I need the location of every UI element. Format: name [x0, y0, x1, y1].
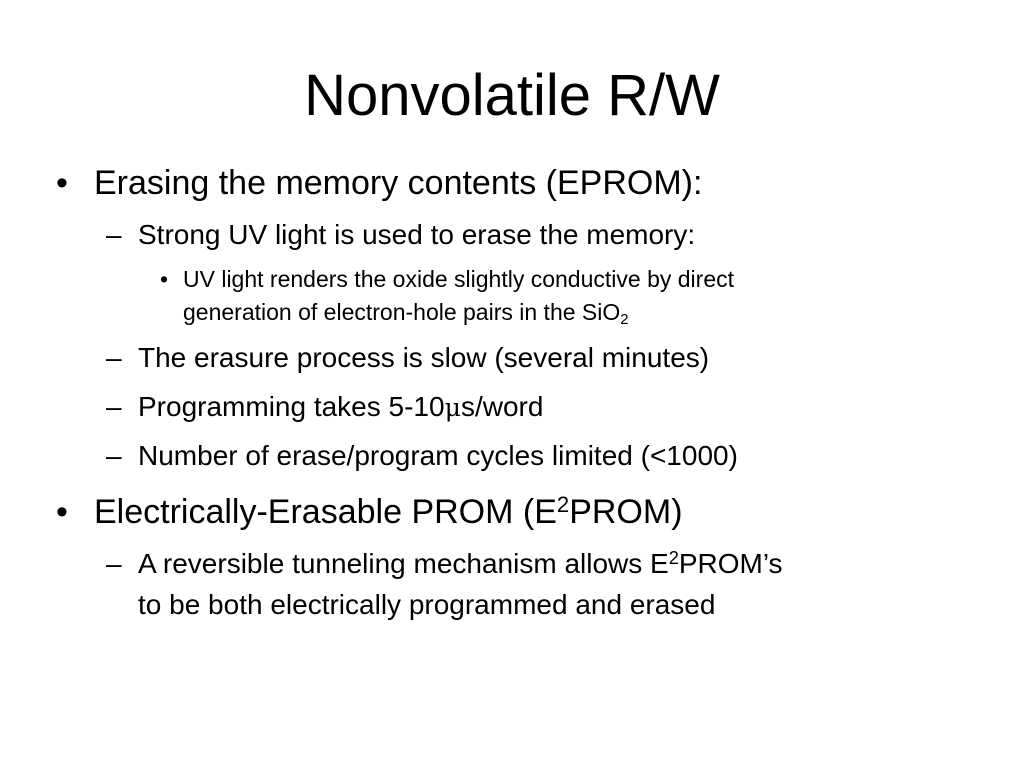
subbullet-strong-uv — [138, 215, 695, 255]
subbullet-tunneling-line1 — [138, 544, 783, 584]
slide-title: Nonvolatile R/W — [304, 63, 720, 128]
subbullet-text: The erasure process is slow (several minutes) — [138, 342, 710, 373]
subbullet-tunneling-line2 — [138, 585, 715, 625]
subsubbullet-text: UV light renders the oxide slightly conductive by direct — [183, 266, 735, 292]
subbullet-text: PROM’s — [678, 548, 783, 579]
bullet-marker: • — [56, 164, 68, 202]
dash-marker: – — [106, 548, 122, 579]
bullet-marker: • — [56, 493, 68, 531]
dash-marker: – — [106, 342, 122, 373]
subbullet-text: Programming takes 5-10 — [138, 391, 445, 422]
subbullet-text: to be both electrically programmed and erased — [138, 589, 716, 620]
subscript-2: 2 — [620, 311, 629, 329]
dash-marker: – — [106, 219, 122, 250]
subbullet-programming-time — [138, 387, 543, 428]
subbullet-text: Number of erase/program cycles limited (<1000) — [138, 440, 738, 471]
subbullet-text: s/word — [460, 391, 544, 422]
subsubbullet-uv-oxide-line2 — [183, 295, 629, 329]
mu-symbol: μ — [444, 393, 461, 422]
superscript-2: 2 — [668, 547, 679, 568]
subbullet-text: A reversible tunneling mechanism allows E — [138, 548, 669, 579]
bullet-eeprom — [94, 492, 683, 532]
subbullet-erasure-slow — [138, 338, 709, 378]
dash-marker: – — [106, 391, 122, 422]
bullet-text: Erasing the memory contents (EPROM): — [94, 164, 703, 202]
bullet-marker-small: • — [160, 266, 169, 292]
subsubbullet-text: generation of electron-hole pairs in the SiO — [183, 299, 621, 325]
bullet-text: PROM) — [569, 493, 683, 531]
subbullet-text: Strong UV light is used to erase the memory: — [138, 219, 696, 250]
subbullet-cycles-limited — [138, 436, 738, 476]
bullet-erasing-eprom — [94, 163, 702, 203]
dash-marker: – — [106, 440, 122, 471]
subsubbullet-uv-oxide-line1 — [183, 262, 734, 296]
superscript-2: 2 — [556, 491, 570, 517]
bullet-text: Electrically-Erasable PROM (E — [94, 493, 557, 531]
